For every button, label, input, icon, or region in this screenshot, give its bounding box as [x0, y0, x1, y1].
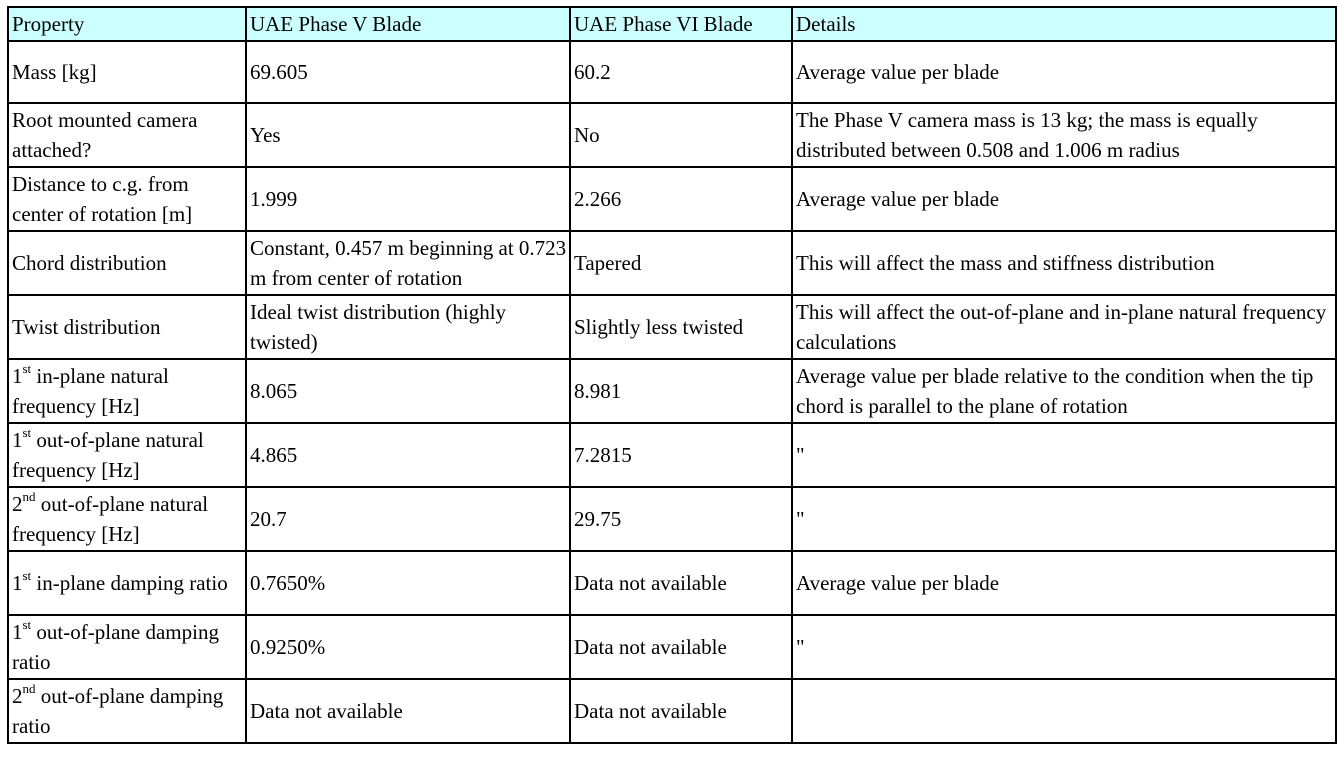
- cell-phase-v: Yes: [246, 103, 570, 167]
- table-row: [8, 295, 1336, 359]
- table-row: [8, 103, 1336, 167]
- property-prefix: 1: [12, 571, 23, 595]
- property-ordinal-suffix: nd: [22, 489, 36, 504]
- cell-details: Average value per blade: [792, 167, 1336, 231]
- cell-property: [8, 103, 246, 167]
- cell-property: [8, 41, 246, 103]
- table-row: [8, 41, 1336, 103]
- table-row: [8, 231, 1336, 295]
- table-row: [8, 423, 1336, 487]
- cell-details: The Phase V camera mass is 13 kg; the mass is equally distributed between 0.508 and 1.006 m radius: [792, 103, 1336, 167]
- header-details: Details: [792, 7, 1336, 41]
- cell-details: ": [792, 423, 1336, 487]
- property-text: out-of-plane damping ratio: [12, 684, 224, 738]
- property-text: Mass [kg]: [12, 60, 97, 84]
- property-text: Root mounted camera attached?: [12, 108, 198, 162]
- property-text: in-plane damping ratio: [31, 571, 228, 595]
- cell-phase-vi: Data not available: [570, 679, 792, 743]
- property-text: in-plane natural frequency [Hz]: [12, 364, 169, 418]
- property-ordinal-suffix: st: [22, 361, 32, 376]
- cell-phase-vi: 7.2815: [570, 423, 792, 487]
- cell-phase-vi: 8.981: [570, 359, 792, 423]
- property-text: Twist distribution: [12, 315, 161, 339]
- cell-property: [8, 167, 246, 231]
- cell-phase-vi: No: [570, 103, 792, 167]
- blade-properties-table: [7, 6, 1337, 744]
- cell-phase-v: 69.605: [246, 41, 570, 103]
- property-prefix: 1: [12, 364, 23, 388]
- cell-phase-v: 4.865: [246, 423, 570, 487]
- property-ordinal-suffix: st: [22, 425, 32, 440]
- cell-property: [8, 423, 246, 487]
- cell-property: [8, 359, 246, 423]
- cell-details: Average value per blade: [792, 551, 1336, 615]
- cell-phase-vi: Data not available: [570, 551, 792, 615]
- cell-details: Average value per blade: [792, 41, 1336, 103]
- cell-phase-v: 1.999: [246, 167, 570, 231]
- cell-property: [8, 487, 246, 551]
- property-text: out-of-plane natural frequency [Hz]: [12, 428, 204, 482]
- property-prefix: 1: [12, 428, 23, 452]
- header-property: Property: [8, 7, 246, 41]
- property-text: Distance to c.g. from center of rotation [m]: [12, 172, 193, 226]
- property-text: Chord distribution: [12, 251, 167, 275]
- cell-property: [8, 295, 246, 359]
- cell-phase-vi: 60.2: [570, 41, 792, 103]
- header-row: [8, 7, 1336, 41]
- table-header: [8, 7, 1336, 41]
- cell-phase-v: Data not available: [246, 679, 570, 743]
- cell-phase-v: 0.9250%: [246, 615, 570, 679]
- cell-property: [8, 679, 246, 743]
- cell-details: This will affect the mass and stiffness distribution: [792, 231, 1336, 295]
- cell-phase-vi: Slightly less twisted: [570, 295, 792, 359]
- cell-phase-v: 20.7: [246, 487, 570, 551]
- cell-details: Average value per blade relative to the condition when the tip chord is parallel to the plane of rotation: [792, 359, 1336, 423]
- table-row: [8, 167, 1336, 231]
- property-ordinal-suffix: st: [22, 568, 32, 583]
- cell-details: [792, 679, 1336, 743]
- table-body: [8, 41, 1336, 743]
- cell-phase-v: 8.065: [246, 359, 570, 423]
- cell-property: [8, 551, 246, 615]
- cell-details: ": [792, 487, 1336, 551]
- cell-phase-v: Constant, 0.457 m beginning at 0.723 m from center of rotation: [246, 231, 570, 295]
- table-row: [8, 615, 1336, 679]
- cell-phase-v: 0.7650%: [246, 551, 570, 615]
- table-row: [8, 551, 1336, 615]
- property-text: out-of-plane damping ratio: [12, 620, 219, 674]
- table-row: [8, 359, 1336, 423]
- property-ordinal-suffix: st: [22, 617, 32, 632]
- cell-details: This will affect the out-of-plane and in-plane natural frequency calculations: [792, 295, 1336, 359]
- property-text: out-of-plane natural frequency [Hz]: [12, 492, 209, 546]
- table-row: [8, 487, 1336, 551]
- header-phase-vi: UAE Phase VI Blade: [570, 7, 792, 41]
- table-row: [8, 679, 1336, 743]
- cell-phase-vi: Tapered: [570, 231, 792, 295]
- cell-property: [8, 231, 246, 295]
- property-prefix: 2: [12, 684, 23, 708]
- property-prefix: 1: [12, 620, 23, 644]
- cell-details: ": [792, 615, 1336, 679]
- cell-phase-vi: Data not available: [570, 615, 792, 679]
- cell-property: [8, 615, 246, 679]
- header-phase-v: UAE Phase V Blade: [246, 7, 570, 41]
- property-prefix: 2: [12, 492, 23, 516]
- cell-phase-vi: 29.75: [570, 487, 792, 551]
- property-ordinal-suffix: nd: [22, 681, 36, 696]
- cell-phase-vi: 2.266: [570, 167, 792, 231]
- cell-phase-v: Ideal twist distribution (highly twisted): [246, 295, 570, 359]
